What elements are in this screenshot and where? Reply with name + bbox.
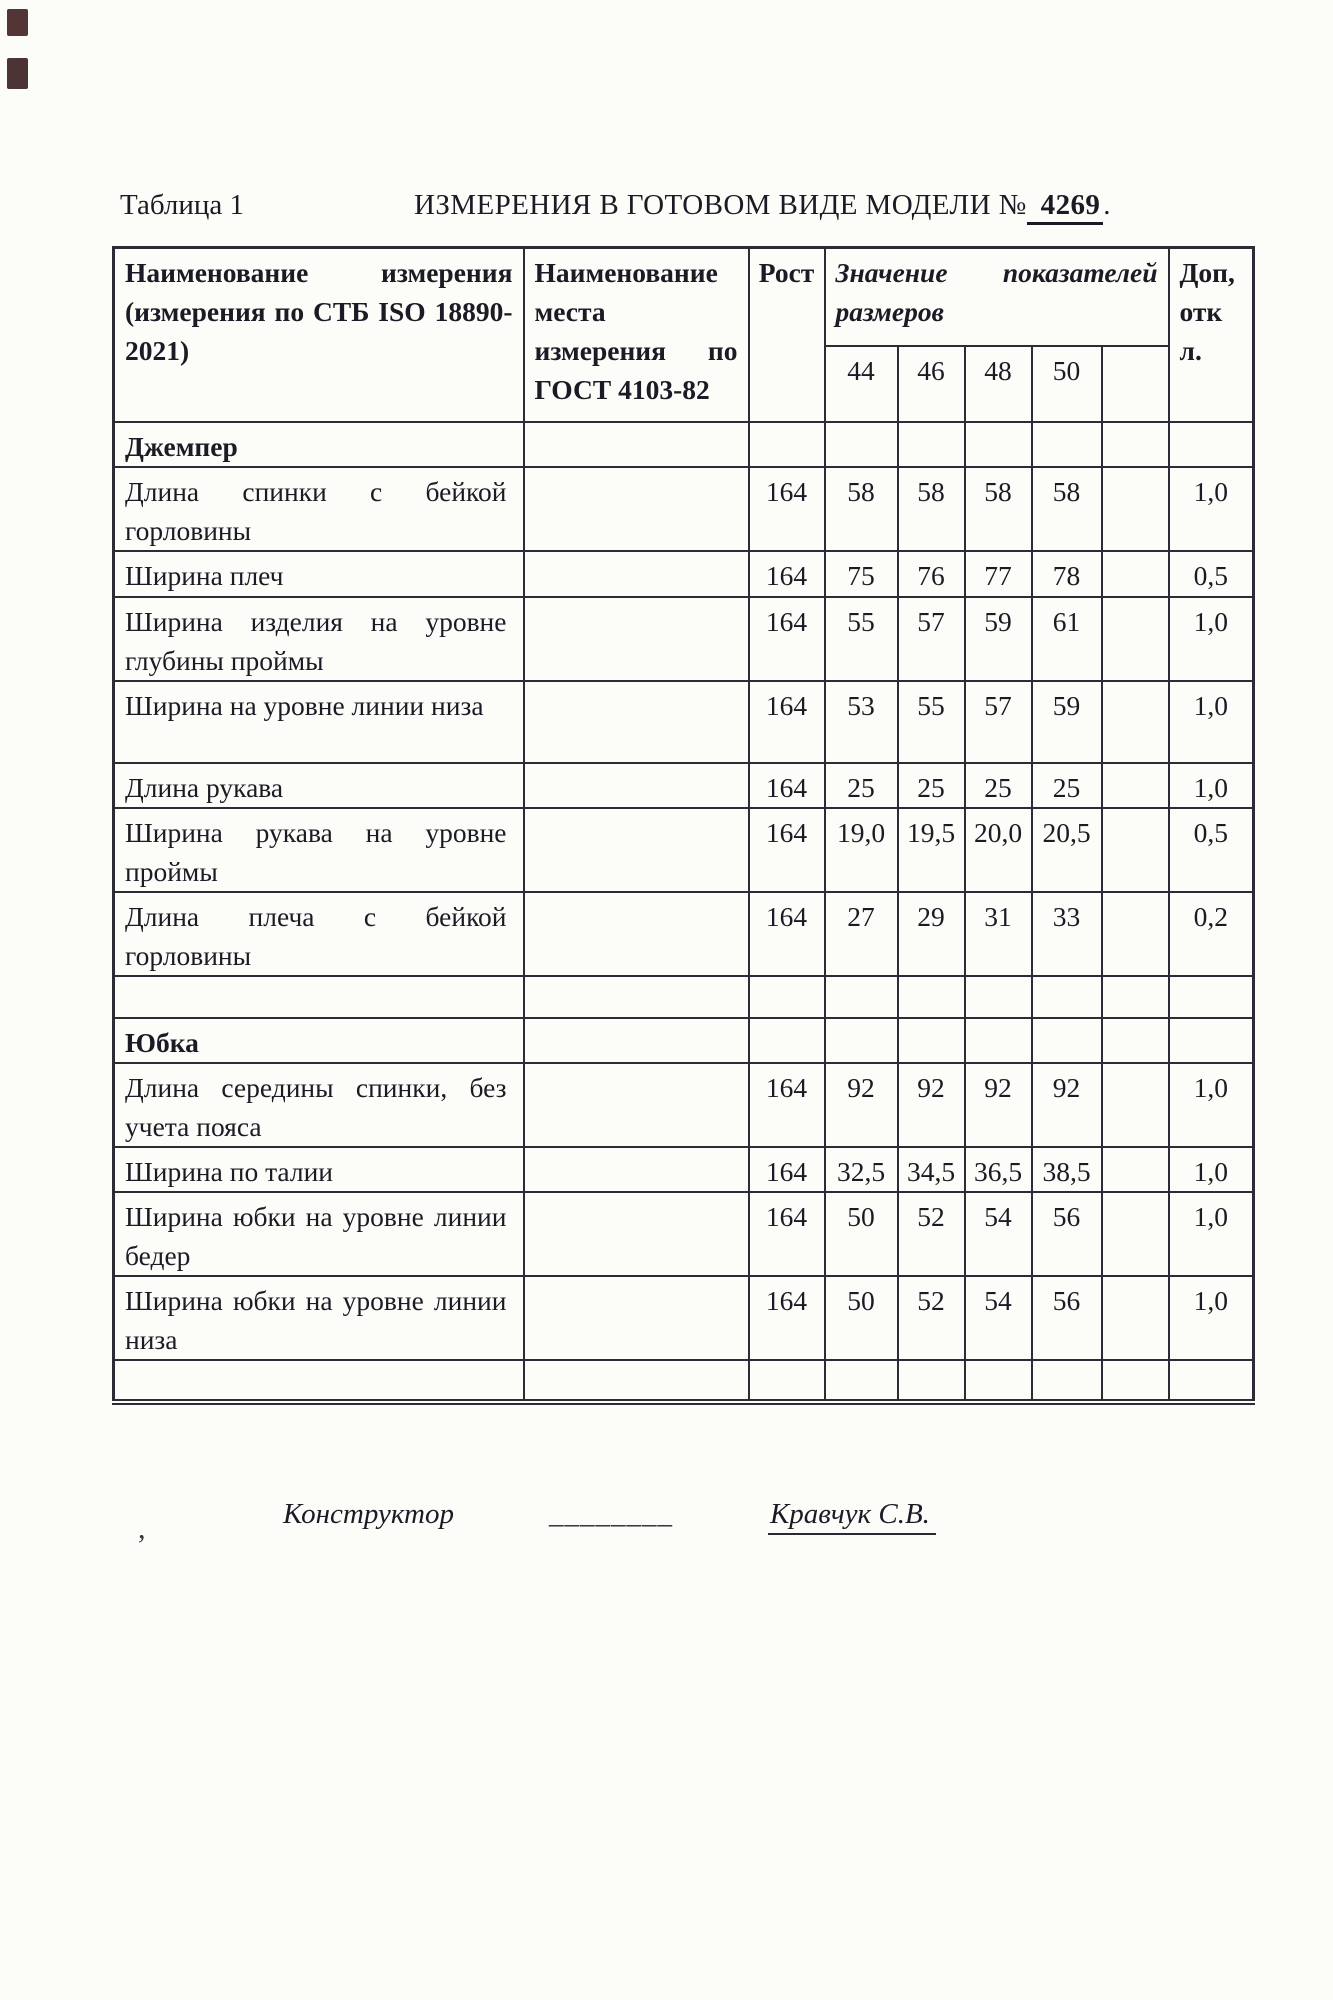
- rost-cell: 164: [749, 1276, 825, 1360]
- header-measurement-place: Наименование места измерения по ГОСТ 4103-82: [524, 248, 749, 422]
- header-size-46: 46: [898, 346, 965, 422]
- value-cell: 36,5: [965, 1147, 1032, 1192]
- value-cell: [1102, 551, 1169, 597]
- rost-cell: 164: [749, 551, 825, 597]
- tolerance-cell: 1,0: [1169, 467, 1254, 551]
- measurement-row: [114, 1147, 1254, 1192]
- section-name: Джемпер: [114, 422, 524, 467]
- value-cell: [1102, 763, 1169, 808]
- value-cell: 52: [898, 1192, 965, 1276]
- place-cell: [524, 892, 749, 976]
- place-cell: [524, 551, 749, 597]
- value-cell: [1102, 597, 1169, 681]
- value-cell: 56: [1032, 1276, 1102, 1360]
- place-cell: [524, 681, 749, 763]
- value-cell: 25: [825, 763, 898, 808]
- measurement-name: [114, 976, 524, 1018]
- value-cell: 19,0: [825, 808, 898, 892]
- value-cell: 19,5: [898, 808, 965, 892]
- title-period: .: [1103, 189, 1111, 221]
- measurements-table: [112, 246, 1255, 1405]
- value-cell: 50: [825, 1276, 898, 1360]
- tolerance-cell: 1,0: [1169, 1276, 1254, 1360]
- tolerance-cell: 1,0: [1169, 763, 1254, 808]
- measurement-name: Ширина юбки на уровне линии бедер: [114, 1192, 524, 1276]
- tolerance-cell: 1,0: [1169, 1147, 1254, 1192]
- measurement-row: [114, 892, 1254, 976]
- value-cell: [1102, 1147, 1169, 1192]
- value-cell: [965, 422, 1032, 467]
- value-cell: 76: [898, 551, 965, 597]
- value-cell: 61: [1032, 597, 1102, 681]
- value-cell: [1032, 1018, 1102, 1063]
- signer-name: Кравчук С.В.: [768, 1498, 936, 1535]
- place-cell: [524, 1192, 749, 1276]
- value-cell: [825, 422, 898, 467]
- header-tolerance: Доп, отк л.: [1169, 248, 1254, 422]
- table-caption-label: Таблица 1: [120, 189, 245, 221]
- value-cell: 53: [825, 681, 898, 763]
- value-cell: 92: [825, 1063, 898, 1147]
- value-cell: 58: [825, 467, 898, 551]
- value-cell: 55: [898, 681, 965, 763]
- value-cell: 58: [1032, 467, 1102, 551]
- value-cell: [825, 1018, 898, 1063]
- header-size-extra: [1102, 346, 1169, 422]
- value-cell: 33: [1032, 892, 1102, 976]
- measurement-name: Длина середины спинки, без учета пояса: [114, 1063, 524, 1147]
- header-rost: Рост: [749, 248, 825, 422]
- header-size-44: 44: [825, 346, 898, 422]
- value-cell: 32,5: [825, 1147, 898, 1192]
- value-cell: 59: [965, 597, 1032, 681]
- section-row-skirt: [114, 1018, 1254, 1063]
- tolerance-cell: 1,0: [1169, 1192, 1254, 1276]
- measurement-row: [114, 1276, 1254, 1360]
- value-cell: [898, 976, 965, 1018]
- value-cell: 58: [965, 467, 1032, 551]
- tolerance-cell: [1169, 422, 1254, 467]
- value-cell: [1102, 1192, 1169, 1276]
- rost-cell: 164: [749, 808, 825, 892]
- rost-cell: 164: [749, 1192, 825, 1276]
- measurement-name: Длина спинки с бейкой горловины: [114, 467, 524, 551]
- title-text: ИЗМЕРЕНИЯ В ГОТОВОМ ВИДЕ МОДЕЛИ №: [414, 189, 1027, 221]
- place-cell: [524, 597, 749, 681]
- rost-cell: 164: [749, 763, 825, 808]
- place-cell: [524, 1018, 749, 1063]
- section-row-jumper: [114, 422, 1254, 467]
- value-cell: [825, 1360, 898, 1402]
- place-cell: [524, 1276, 749, 1360]
- value-cell: 54: [965, 1192, 1032, 1276]
- measurement-name: Длина плеча с бейкой горловины: [114, 892, 524, 976]
- tolerance-cell: 0,5: [1169, 808, 1254, 892]
- document-title: [414, 188, 1111, 223]
- place-cell: [524, 808, 749, 892]
- header-size-50: 50: [1032, 346, 1102, 422]
- value-cell: [1102, 892, 1169, 976]
- model-number: 4269: [1027, 189, 1104, 225]
- value-cell: 20,0: [965, 808, 1032, 892]
- measurement-row: [114, 597, 1254, 681]
- value-cell: [1102, 808, 1169, 892]
- value-cell: 38,5: [1032, 1147, 1102, 1192]
- rost-cell: 164: [749, 1063, 825, 1147]
- measurement-row: [114, 1192, 1254, 1276]
- measurement-name: Ширина плеч: [114, 551, 524, 597]
- signature-line: ________: [548, 1498, 673, 1530]
- value-cell: 34,5: [898, 1147, 965, 1192]
- measurement-row: [114, 1063, 1254, 1147]
- tolerance-cell: 1,0: [1169, 1063, 1254, 1147]
- value-cell: [1102, 976, 1169, 1018]
- value-cell: 55: [825, 597, 898, 681]
- place-cell: [524, 1147, 749, 1192]
- empty-row: [114, 976, 1254, 1018]
- value-cell: 92: [1032, 1063, 1102, 1147]
- rost-cell: [749, 976, 825, 1018]
- measurement-name: [114, 1360, 524, 1402]
- tolerance-cell: 0,5: [1169, 551, 1254, 597]
- rost-cell: [749, 1018, 825, 1063]
- measurement-name: Длина рукава: [114, 763, 524, 808]
- place-cell: [524, 422, 749, 467]
- measurement-name: Ширина юбки на уровне линии низа: [114, 1276, 524, 1360]
- value-cell: [965, 1018, 1032, 1063]
- value-cell: [1102, 422, 1169, 467]
- value-cell: [1102, 1360, 1169, 1402]
- header-values-group: Значение показателей размеров: [825, 248, 1169, 346]
- value-cell: 92: [965, 1063, 1032, 1147]
- signer-role-label: Конструктор: [283, 1498, 454, 1530]
- value-cell: 75: [825, 551, 898, 597]
- place-cell: [524, 763, 749, 808]
- empty-row: [114, 1360, 1254, 1402]
- value-cell: 29: [898, 892, 965, 976]
- place-cell: [524, 1360, 749, 1402]
- value-cell: [1102, 1018, 1169, 1063]
- value-cell: 77: [965, 551, 1032, 597]
- tolerance-cell: 1,0: [1169, 681, 1254, 763]
- header-size-48: 48: [965, 346, 1032, 422]
- value-cell: 56: [1032, 1192, 1102, 1276]
- value-cell: 78: [1032, 551, 1102, 597]
- tolerance-cell: [1169, 976, 1254, 1018]
- rost-cell: 164: [749, 467, 825, 551]
- measurement-row: [114, 808, 1254, 892]
- value-cell: [965, 1360, 1032, 1402]
- document-header: [120, 188, 1253, 223]
- value-cell: [825, 976, 898, 1018]
- rost-cell: 164: [749, 597, 825, 681]
- measurement-row: [114, 763, 1254, 808]
- value-cell: 59: [1032, 681, 1102, 763]
- value-cell: 57: [965, 681, 1032, 763]
- value-cell: [965, 976, 1032, 1018]
- value-cell: 25: [1032, 763, 1102, 808]
- measurement-name: Ширина рукава на уровне проймы: [114, 808, 524, 892]
- scan-artifact-mark: [7, 58, 28, 89]
- place-cell: [524, 1063, 749, 1147]
- measurement-name: Ширина на уровне линии низа: [114, 681, 524, 763]
- value-cell: 57: [898, 597, 965, 681]
- value-cell: [1102, 1063, 1169, 1147]
- value-cell: [1102, 467, 1169, 551]
- rost-cell: 164: [749, 1147, 825, 1192]
- value-cell: 25: [965, 763, 1032, 808]
- value-cell: [1102, 681, 1169, 763]
- value-cell: 31: [965, 892, 1032, 976]
- value-cell: 25: [898, 763, 965, 808]
- rost-cell: [749, 1360, 825, 1402]
- scan-artifact-mark: [7, 9, 28, 36]
- value-cell: 92: [898, 1063, 965, 1147]
- value-cell: [898, 1360, 965, 1402]
- header-measurement-name: Наименование измерения (измерения по СТБ ISO 18890-2021): [114, 248, 524, 422]
- value-cell: [1032, 422, 1102, 467]
- scan-artifact-comma: ,: [138, 1512, 146, 1545]
- measurement-name: Ширина по талии: [114, 1147, 524, 1192]
- value-cell: [898, 422, 965, 467]
- value-cell: 20,5: [1032, 808, 1102, 892]
- table-header-row: [114, 248, 1254, 346]
- value-cell: [1032, 1360, 1102, 1402]
- rost-cell: 164: [749, 681, 825, 763]
- rost-cell: 164: [749, 892, 825, 976]
- tolerance-cell: 0,2: [1169, 892, 1254, 976]
- value-cell: 50: [825, 1192, 898, 1276]
- measurement-row: [114, 681, 1254, 763]
- rost-cell: [749, 422, 825, 467]
- tolerance-cell: [1169, 1018, 1254, 1063]
- place-cell: [524, 467, 749, 551]
- value-cell: [1102, 1276, 1169, 1360]
- tolerance-cell: 1,0: [1169, 597, 1254, 681]
- tolerance-cell: [1169, 1360, 1254, 1402]
- value-cell: 58: [898, 467, 965, 551]
- value-cell: [1032, 976, 1102, 1018]
- signature-block: [283, 1498, 936, 1535]
- measurement-row: [114, 551, 1254, 597]
- measurement-name: Ширина изделия на уровне глубины проймы: [114, 597, 524, 681]
- value-cell: [898, 1018, 965, 1063]
- place-cell: [524, 976, 749, 1018]
- value-cell: 52: [898, 1276, 965, 1360]
- section-name: Юбка: [114, 1018, 524, 1063]
- value-cell: 27: [825, 892, 898, 976]
- measurement-row: [114, 467, 1254, 551]
- value-cell: 54: [965, 1276, 1032, 1360]
